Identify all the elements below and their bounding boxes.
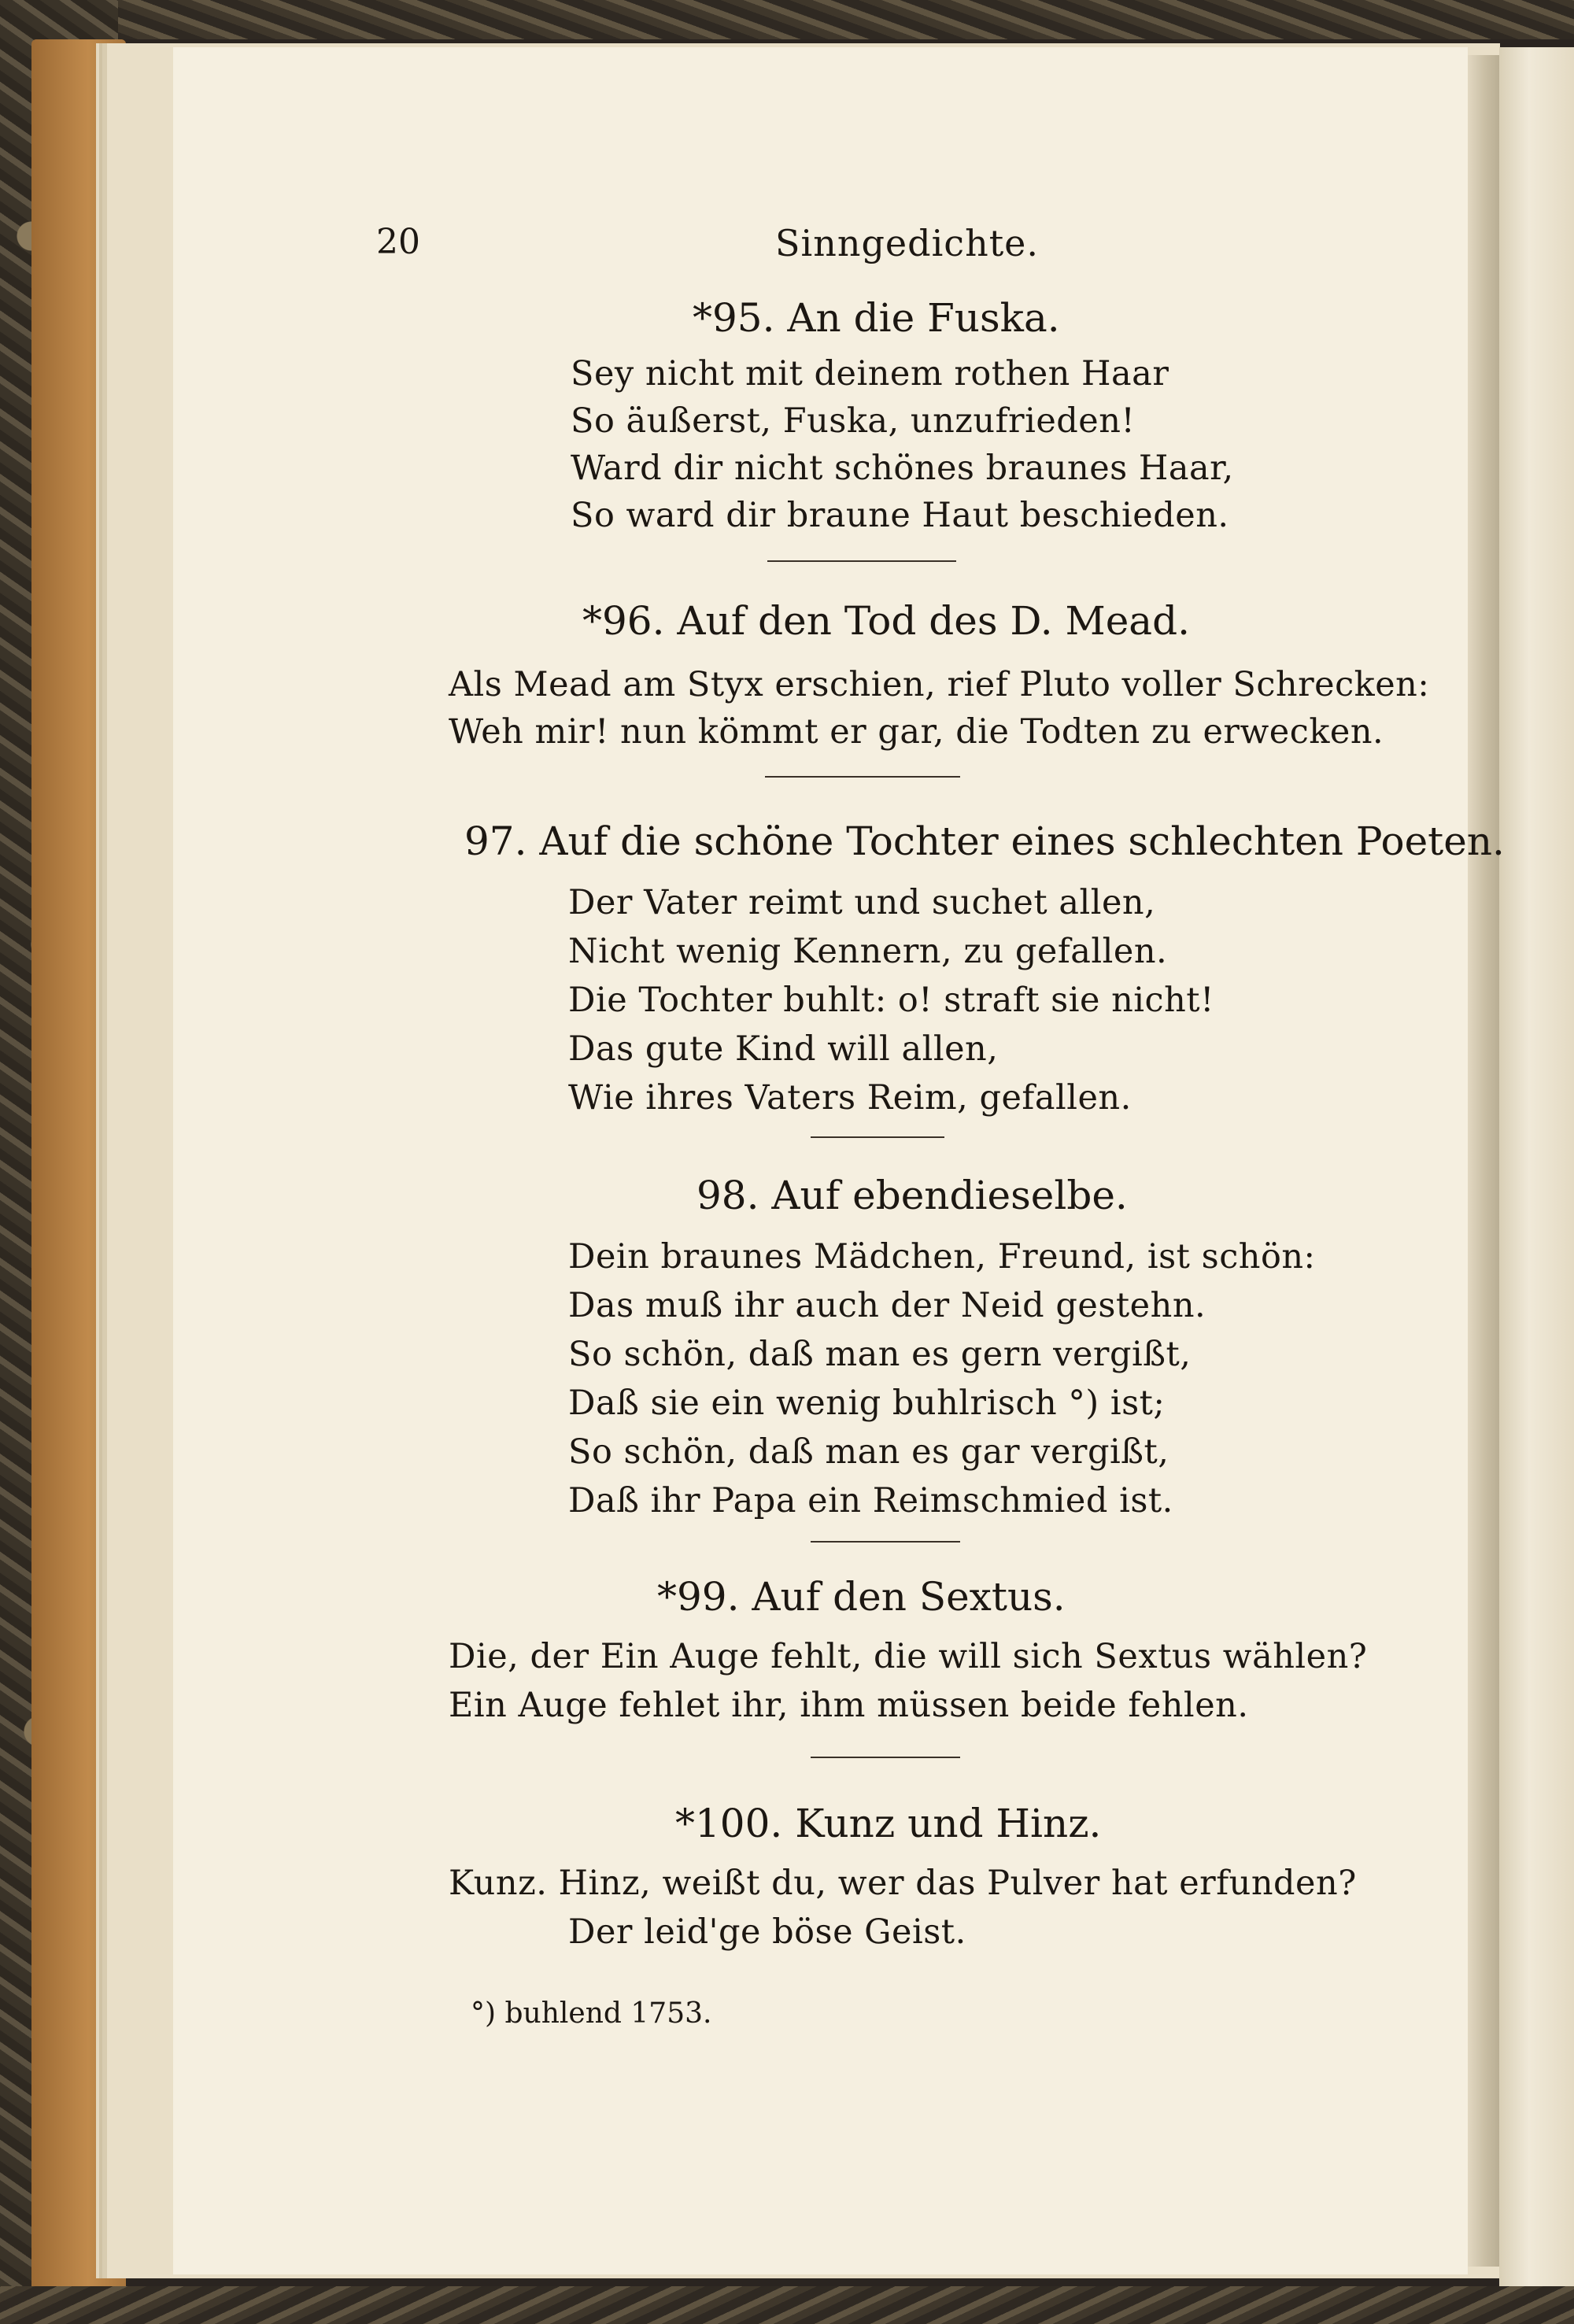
poem-97-title: 97. Auf die schöne Tochter eines schlechten Poeten. [464, 818, 1505, 864]
cover-bottom-strip [0, 2286, 1574, 2324]
poem-98-line: So schön, daß man es gar vergißt, [568, 1432, 1169, 1472]
facing-page-edge [1499, 47, 1574, 2290]
poem-98-line: Das muß ihr auch der Neid gestehn. [568, 1286, 1206, 1325]
poem-100-line: Der leid'ge böse Geist. [568, 1912, 966, 1952]
footnote: °) buhlend 1753. [471, 1997, 712, 2030]
poem-96-line: Als Mead am Styx erschien, rief Pluto voller Schrecken: [449, 665, 1430, 704]
poem-96-title: *96. Auf den Tod des D. Mead. [582, 598, 1191, 644]
poem-97-line: Wie ihres Vaters Reim, gefallen. [568, 1078, 1132, 1118]
poem-100-line: Kunz. Hinz, weißt du, wer das Pulver hat erfunden? [449, 1864, 1357, 1903]
poem-95-line: Sey nicht mit deinem rothen Haar [571, 354, 1169, 393]
section-rule [765, 776, 960, 778]
poem-98-line: Daß sie ein wenig buhlrisch °) ist; [568, 1384, 1166, 1423]
poem-95-line: So ward dir braune Haut beschieden. [571, 496, 1229, 535]
poem-99-line: Ein Auge fehlet ihr, ihm müssen beide fehlen. [449, 1686, 1249, 1725]
poem-98-line: Daß ihr Papa ein Reimschmied ist. [568, 1481, 1173, 1520]
section-rule [811, 1757, 960, 1758]
section-rule [811, 1541, 960, 1543]
poem-95-line: Ward dir nicht schönes braunes Haar, [571, 449, 1234, 488]
page-number: 20 [376, 222, 420, 262]
poem-97-line: Nicht wenig Kennern, zu gefallen. [568, 932, 1168, 971]
section-rule [811, 1136, 944, 1138]
poem-100-title: *100. Kunz und Hinz. [675, 1801, 1102, 1846]
poem-97-line: Der Vater reimt und suchet allen, [568, 883, 1156, 922]
section-rule [767, 560, 956, 562]
cover-top-strip [0, 0, 1574, 39]
poem-99-line: Die, der Ein Auge fehlt, die will sich Sextus wählen? [449, 1637, 1368, 1676]
gutter-shadow [1468, 55, 1499, 2267]
poem-95-line: So äußerst, Fuska, unzufrieden! [571, 401, 1136, 441]
poem-97-line: Die Tochter buhlt: o! straft sie nicht! [568, 981, 1214, 1020]
poem-98-line: So schön, daß man es gern vergißt, [568, 1335, 1192, 1374]
poem-99-title: *99. Auf den Sextus. [657, 1574, 1066, 1620]
poem-96-line: Weh mir! nun kömmt er gar, die Todten zu erwecken. [449, 712, 1384, 752]
poem-95-title: *95. An die Fuska. [693, 295, 1060, 341]
poem-98-title: 98. Auf ebendieselbe. [696, 1173, 1128, 1218]
poem-97-line: Das gute Kind will allen, [568, 1029, 999, 1069]
running-head: Sinngedichte. [775, 222, 1040, 264]
poem-98-line: Dein braunes Mädchen, Freund, ist schön: [568, 1237, 1316, 1277]
